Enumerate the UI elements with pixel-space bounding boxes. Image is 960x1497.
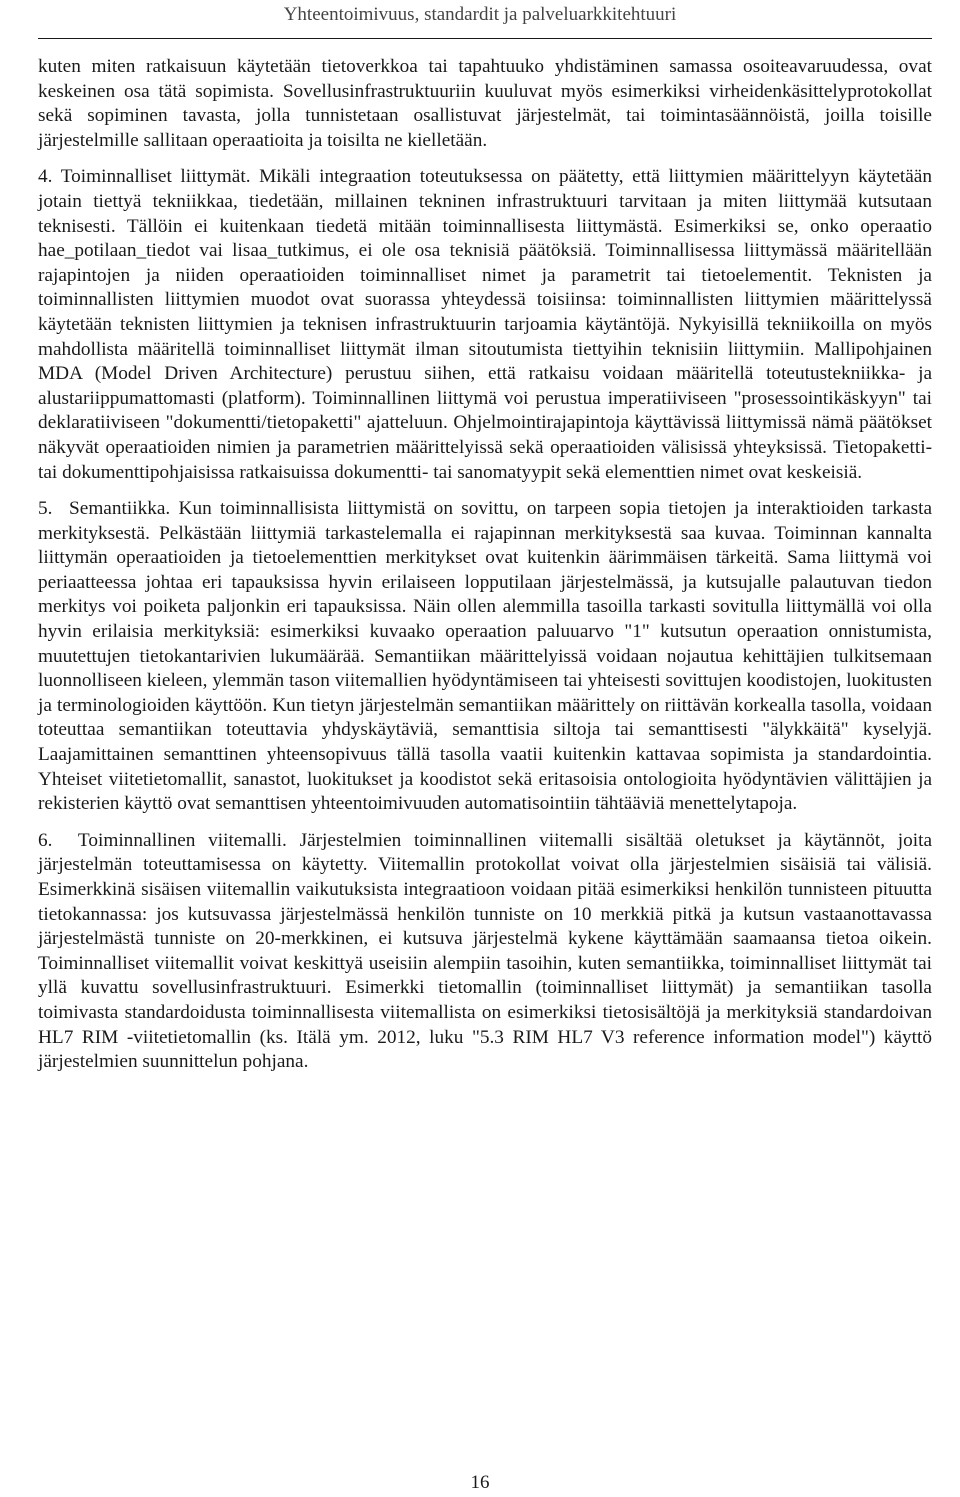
page-number: 16: [470, 1472, 490, 1493]
list-item-5-number: 5.: [38, 498, 53, 520]
list-item-6-text: Järjestelmien toiminnallinen viitemalli sisältää oletukset ja käytännöt, joita järjestelmän toteuttamisessa on käytetty. Viitemallin protokollat voivat olla järjestelmien sisäisiä tai välisiä. Esimerkkinä sisäisen viitemallin vaikutuksista integraatioon voidaan pitää esimerkiksi henkilön tunnisteen pituutta tietokannassa: jos kutsuvassa järjestelmässä henkilön tunniste on 10 merkkiä pitkä ja kutsun vastaanottavassa järjestelmästä tunniste on 20-merkkinen, ei kutsuva järjestelmä kykene käyttämään saamaansa tietoa oikein. Toiminnalliset viitemallit voivat keskittyä useisiin alempiin tasoihin, kuten semantiikka, toiminnalliset liittymät tai yllä kuvattu sovellusinfrastruktuuri. Esimerkki tietomallin (toiminnalliset liittymät) ja semantiikan tasolla toimivasta standardoidusta toiminnallisesta viitemallista on esimerkiksi tietosisältöjä ja merkityksiä standardoivan HL7 RIM -viitetietomallin (ks. Itälä ym. 2012, luku "5.3 RIM HL7 V3 reference information model") käyttö järjestelmien suunnittelun pohjana.: [38, 829, 933, 1073]
list-item-5-paragraph: [38, 497, 932, 817]
list-item-6: [38, 829, 932, 1075]
list-item-4-number: 4.: [38, 166, 53, 188]
list-item-6-paragraph: [38, 829, 932, 1075]
header-divider: [38, 38, 932, 39]
running-header: Yhteentoimivuus, standardit ja palveluarkkitehtuuri: [283, 4, 677, 25]
list-item-4-paragraph: [38, 165, 932, 485]
list-item-5-heading: Semantiikka.: [69, 498, 171, 520]
list-item-4: [38, 165, 932, 485]
list-item-6-heading: Toiminnallinen viitemalli.: [77, 829, 287, 851]
continuation-paragraph: kuten miten ratkaisuun käytetään tietoverkkoa tai tapahtuuko yhdistäminen samassa osoiteavaruudessa, ovat keskeinen osa tätä sopimista. Sovellusinfrastruktuuriin kuuluvat myös esimerkiksi virheidenkäsittelyprotokollat sekä sopiminen tavasta, jolla tunnistetaan osallistuvat järjestelmät, tai toimintasäännöistä, joilla toisille järjestelmille sallitaan operaatioita ja toisilta ne kielletään.: [38, 56, 932, 151]
list-item-4-heading: Toiminnalliset liittymät.: [60, 166, 251, 188]
list-item-5-text: Kun toiminnallisista liittymistä on sovittu, on tarpeen sopia tietojen ja interaktioiden tarkasta merkityksestä. Pelkästään liittymiä tarkastelemalla ei rajapinnan merkityksestä saa kuvaa. Toiminnan kannalta liittymän operaatioiden ja tietoelementtien merkitykset ovat kuitenkin äärimmäisen tärkeitä. Sama liittymä voi periaatteessa johtaa eri tapauksissa hyvin erilaiseen lopputilaan järjestelmässä, ja kutsujalle palautuvan tiedon merkitys voi poiketa paljonkin eri tapauksissa. Näin ollen alemmilla tasoilla tarkasti sovitulla liittymällä voi olla hyvin erilaisia merkityksiä: esimerkiksi kuvaako operaation paluuarvo "1" kutsutun operaation onnistumista, muutettujen tietokantarivien lukumäärää. Semantiikan määrittelyissä voidaan nojautua kehittäjien tulkitsemaan luonnolliseen kieleen, ylemmän tason viitemallien hyödyntämiseen tai yhteisesti sovittujen koodistojen, luokitusten ja terminologioiden käyttöön. Kun tietyn järjestelmän semantiikan määrittely on riittävän korkealla tasolla, voidaan toteuttaa semantiikan toteuttavia yhdyskäytäviä, semanttisia siltoja tai semanttisesti "älykkäitä" kyselyjä. Laajamittainen semanttinen yhteensopivuus tällä tasolla vaatii kuitenkin kattavaa sopimista ja standardointia. Yhteiset viitetietomallit, sanastot, luokitukset ja koodistot sekä eritasoisia ontologioita hyödyntävien välittäjien ja rekisterien käyttö ovat semanttisen yhteentoimivuuden automatisointiin tähtääviä menettelytapoja.: [38, 498, 932, 815]
list-item-5: [38, 497, 932, 817]
list-item-4-text: Mikäli integraation toteutuksessa on päätetty, että liittymien määrittelyyn käytetään jotain tiettyä tekniikkaa, tiedetään, millainen tekninen infrastruktuuri tarvitaan ja miten liittymää kutsutaan teknisesti. Tällöin ei kuitenkaan tiedetä mitään toiminnallisesta liittymästä. Esimerkiksi se, onko operaatio hae_potilaan_tiedot vai lisaa_tutkimus, ei ole osa teknisiä päätöksiä. Toiminnallisessa liittymässä määritellään rajapintojen ja niiden operaatioiden toiminnalliset nimet ja parametrit tai tietoelementit. Teknisten ja toiminnallisten liittymien muodot ovat suorassa yhteydessä toisiinsa: toiminnallisten liittymien määrittelyssä käytetään teknisten liittymien ja teknisen infrastruktuurin tarjoamia käytäntöjä. Nykyisillä tekniikoilla on myös mahdollista määritellä toiminnalliset liittymät ilman sitoutumista tiettyihin teknisiin liittymiin. Mallipohjainen MDA (Model Driven Architecture) perustuu siihen, että ratkaisu voidaan määritellä toteutustekniikka- ja alustariippumattomasti (platform). Toiminnallinen liittymä voi perustua imperatiiviseen "prosessointikäskyyn" tai deklaratiiviseen "dokumentti/tietopaketti" ajatteluun. Ohjelmointirajapintoja käyttävissä liittymissä nämä päätökset näkyvät operaatioiden nimien ja parametrien määrittelyissä sekä operaatioiden välisissä yhteyksissä. Tietopaketti- tai dokumenttipohjaisissa ratkaisuissa dokumentti- tai sanomatyypit sekä elementtien nimet ovat keskeisiä.: [38, 166, 932, 483]
page-body: [38, 55, 932, 1075]
list-item-6-number: 6.: [38, 829, 53, 851]
